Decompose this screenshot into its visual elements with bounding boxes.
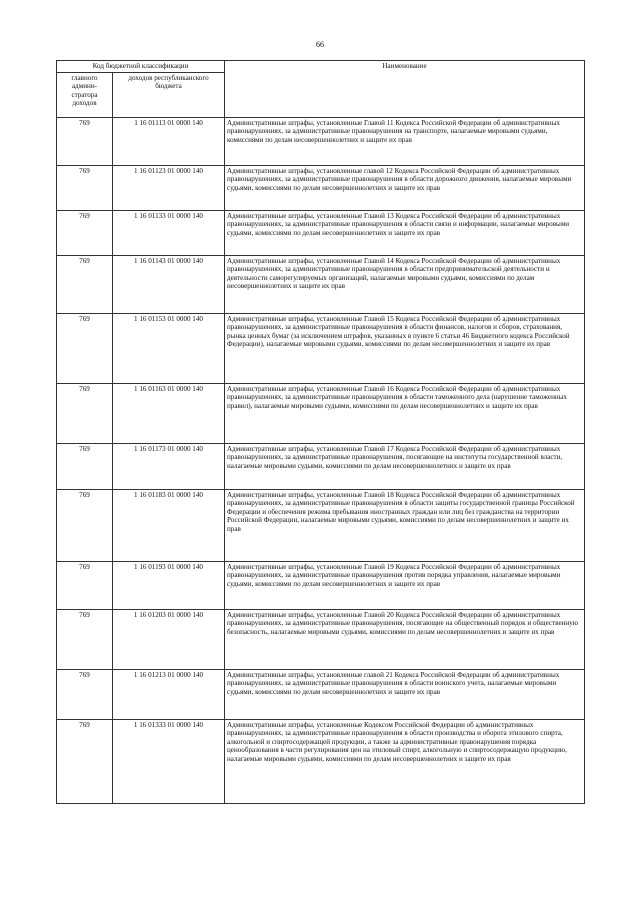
description-cell: Административные штрафы, установленные Главой 15 Кодекса Российской Федерации об административных правонарушениях, за административные правонарушения в области финансов, налогов и сборов, страхования, рынка ценных бумаг (за исключением штрафов, указанных в пункте 6 статьи 46 Бюджетного кодекса Российской Федерации), налагаемые мировыми судьями, комиссиями по делам несовершеннолетних и защите их прав [225,313,585,383]
income-code-cell: 1 16 01123 01 0000 140 [113,165,225,210]
description-cell: Административные штрафы, установленные Главой 14 Кодекса Российской Федерации об административных правонарушениях, за административные правонарушения в области предпринимательской деятельности и деятельности саморегулируемых организаций, налагаемые мировыми судьями, комиссиями по делам несовершеннолетних и защите их прав [225,255,585,313]
admin-code-cell: 769 [57,561,113,609]
income-code-cell: 1 16 01203 01 0000 140 [113,609,225,669]
description-cell: Административные штрафы, установленные Главой 13 Кодекса Российской Федерации об административных правонарушениях, за административные правонарушения в области связи и информации, налагаемые мировыми судьями, комиссиями по делам несовершеннолетних и защите их прав [225,210,585,255]
table-row [57,719,585,803]
admin-code-cell: 769 [57,719,113,803]
table-row [57,561,585,609]
income-code-cell: 1 16 01193 01 0000 140 [113,561,225,609]
income-code-cell: 1 16 01163 01 0000 140 [113,383,225,443]
description-cell: Административные штрафы, установленные Главой 20 Кодекса Российской Федерации об административных правонарушениях, за административные правонарушения, посягающие на общественный порядок и общественную безопасность, налагаемые мировыми судьями, комиссиями по делам несовершеннолетних и защите их прав [225,609,585,669]
admin-code-cell: 769 [57,313,113,383]
table-row [57,255,585,313]
table-header-row [57,61,585,73]
admin-code-cell: 769 [57,609,113,669]
description-cell: Административные штрафы, установленные главой 12 Кодекса Российской Федерации об административных правонарушениях, за административные правонарушения в области дорожного движения, налагаемые мировыми судьями, комиссиями по делам несовершеннолетних и защите их прав [225,165,585,210]
header-republican-budget-income: доходов республиканского бюджета [113,72,225,117]
admin-code-cell: 769 [57,489,113,561]
description-cell: Административные штрафы, установленные Главой 19 Кодекса Российской Федерации об административных правонарушениях, за административные правонарушения против порядка управления, налагаемые мировыми судьями, комиссиями по делам несовершеннолетних и защите их прав [225,561,585,609]
description-cell: Административные штрафы, установленные Главой 18 Кодекса Российской Федерации об административных правонарушениях, за административные правонарушения в области защиты государственной границы Российской Федерации и обеспечения режима пребывания иностранных граждан или лиц без гражданства на территории Российской Федерации, налагаемые мировыми судьями, комиссиями по делам несовершеннолетних и защите их прав [225,489,585,561]
table-row [57,165,585,210]
admin-code-cell: 769 [57,165,113,210]
table-row [57,383,585,443]
budget-classification-table [56,60,585,804]
income-code-cell: 1 16 01153 01 0000 140 [113,313,225,383]
income-code-cell: 1 16 01183 01 0000 140 [113,489,225,561]
admin-code-cell: 769 [57,255,113,313]
table-row [57,609,585,669]
table-body [57,117,585,803]
table-row [57,313,585,383]
table-row [57,443,585,489]
income-code-cell: 1 16 01133 01 0000 140 [113,210,225,255]
header-name: Наименование [225,61,585,118]
admin-code-cell: 769 [57,210,113,255]
admin-code-cell: 769 [57,669,113,719]
income-code-cell: 1 16 01173 01 0000 140 [113,443,225,489]
page-number: 66 [316,40,324,49]
table-row [57,669,585,719]
income-code-cell: 1 16 01113 01 0000 140 [113,117,225,165]
description-cell: Административные штрафы, установленные главой 21 Кодекса Российской Федерации об административных правонарушениях, за административные правонарушения в области воинского учета, налагаемые мировыми судьями, комиссиями по делам несовершеннолетних и защите их прав [225,669,585,719]
description-cell: Административные штрафы, установленные Главой 11 Кодекса Российской Федерации об административных правонарушениях, за административные правонарушения на транспорте, налагаемые мировыми судьями, комиссиями по делам несовершеннолетних и защите их прав [225,117,585,165]
admin-code-cell: 769 [57,383,113,443]
table-row [57,210,585,255]
table-row [57,117,585,165]
income-code-cell: 1 16 01213 01 0000 140 [113,669,225,719]
header-main-administrator: главного админи-стратора доходов [57,72,113,117]
income-code-cell: 1 16 01333 01 0000 140 [113,719,225,803]
table-row [57,489,585,561]
admin-code-cell: 769 [57,443,113,489]
income-code-cell: 1 16 01143 01 0000 140 [113,255,225,313]
admin-code-cell: 769 [57,117,113,165]
description-cell: Административные штрафы, установленные Главой 16 Кодекса Российской Федерации об административных правонарушениях, за административные правонарушения в области таможенного дела (нарушение таможенных правил), налагаемые мировыми судьями, комиссиями по делам несовершеннолетних и защите их прав [225,383,585,443]
header-budget-code-group: Код бюджетной классификации [57,61,225,73]
description-cell: Административные штрафы, установленные Кодексом Российской Федерации об административных правонарушениях, за административные правонарушения в области производства и оборота этилового спирта, алкогольной и спиртосодержащей продукции, а также за административные правонарушения порядка ценообразования в части регулирования цен на этиловый спирт, алкогольную и спиртосодержащую продукцию, налагаемые мировыми судьями, комиссиями по делам несовершеннолетних и защите их прав [225,719,585,803]
description-cell: Административные штрафы, установленные Главой 17 Кодекса Российской Федерации об административных правонарушениях, за административные правонарушения, посягающие на институты государственной власти, налагаемые мировыми судьями, комиссиями по делам несовершеннолетних и защите их прав [225,443,585,489]
